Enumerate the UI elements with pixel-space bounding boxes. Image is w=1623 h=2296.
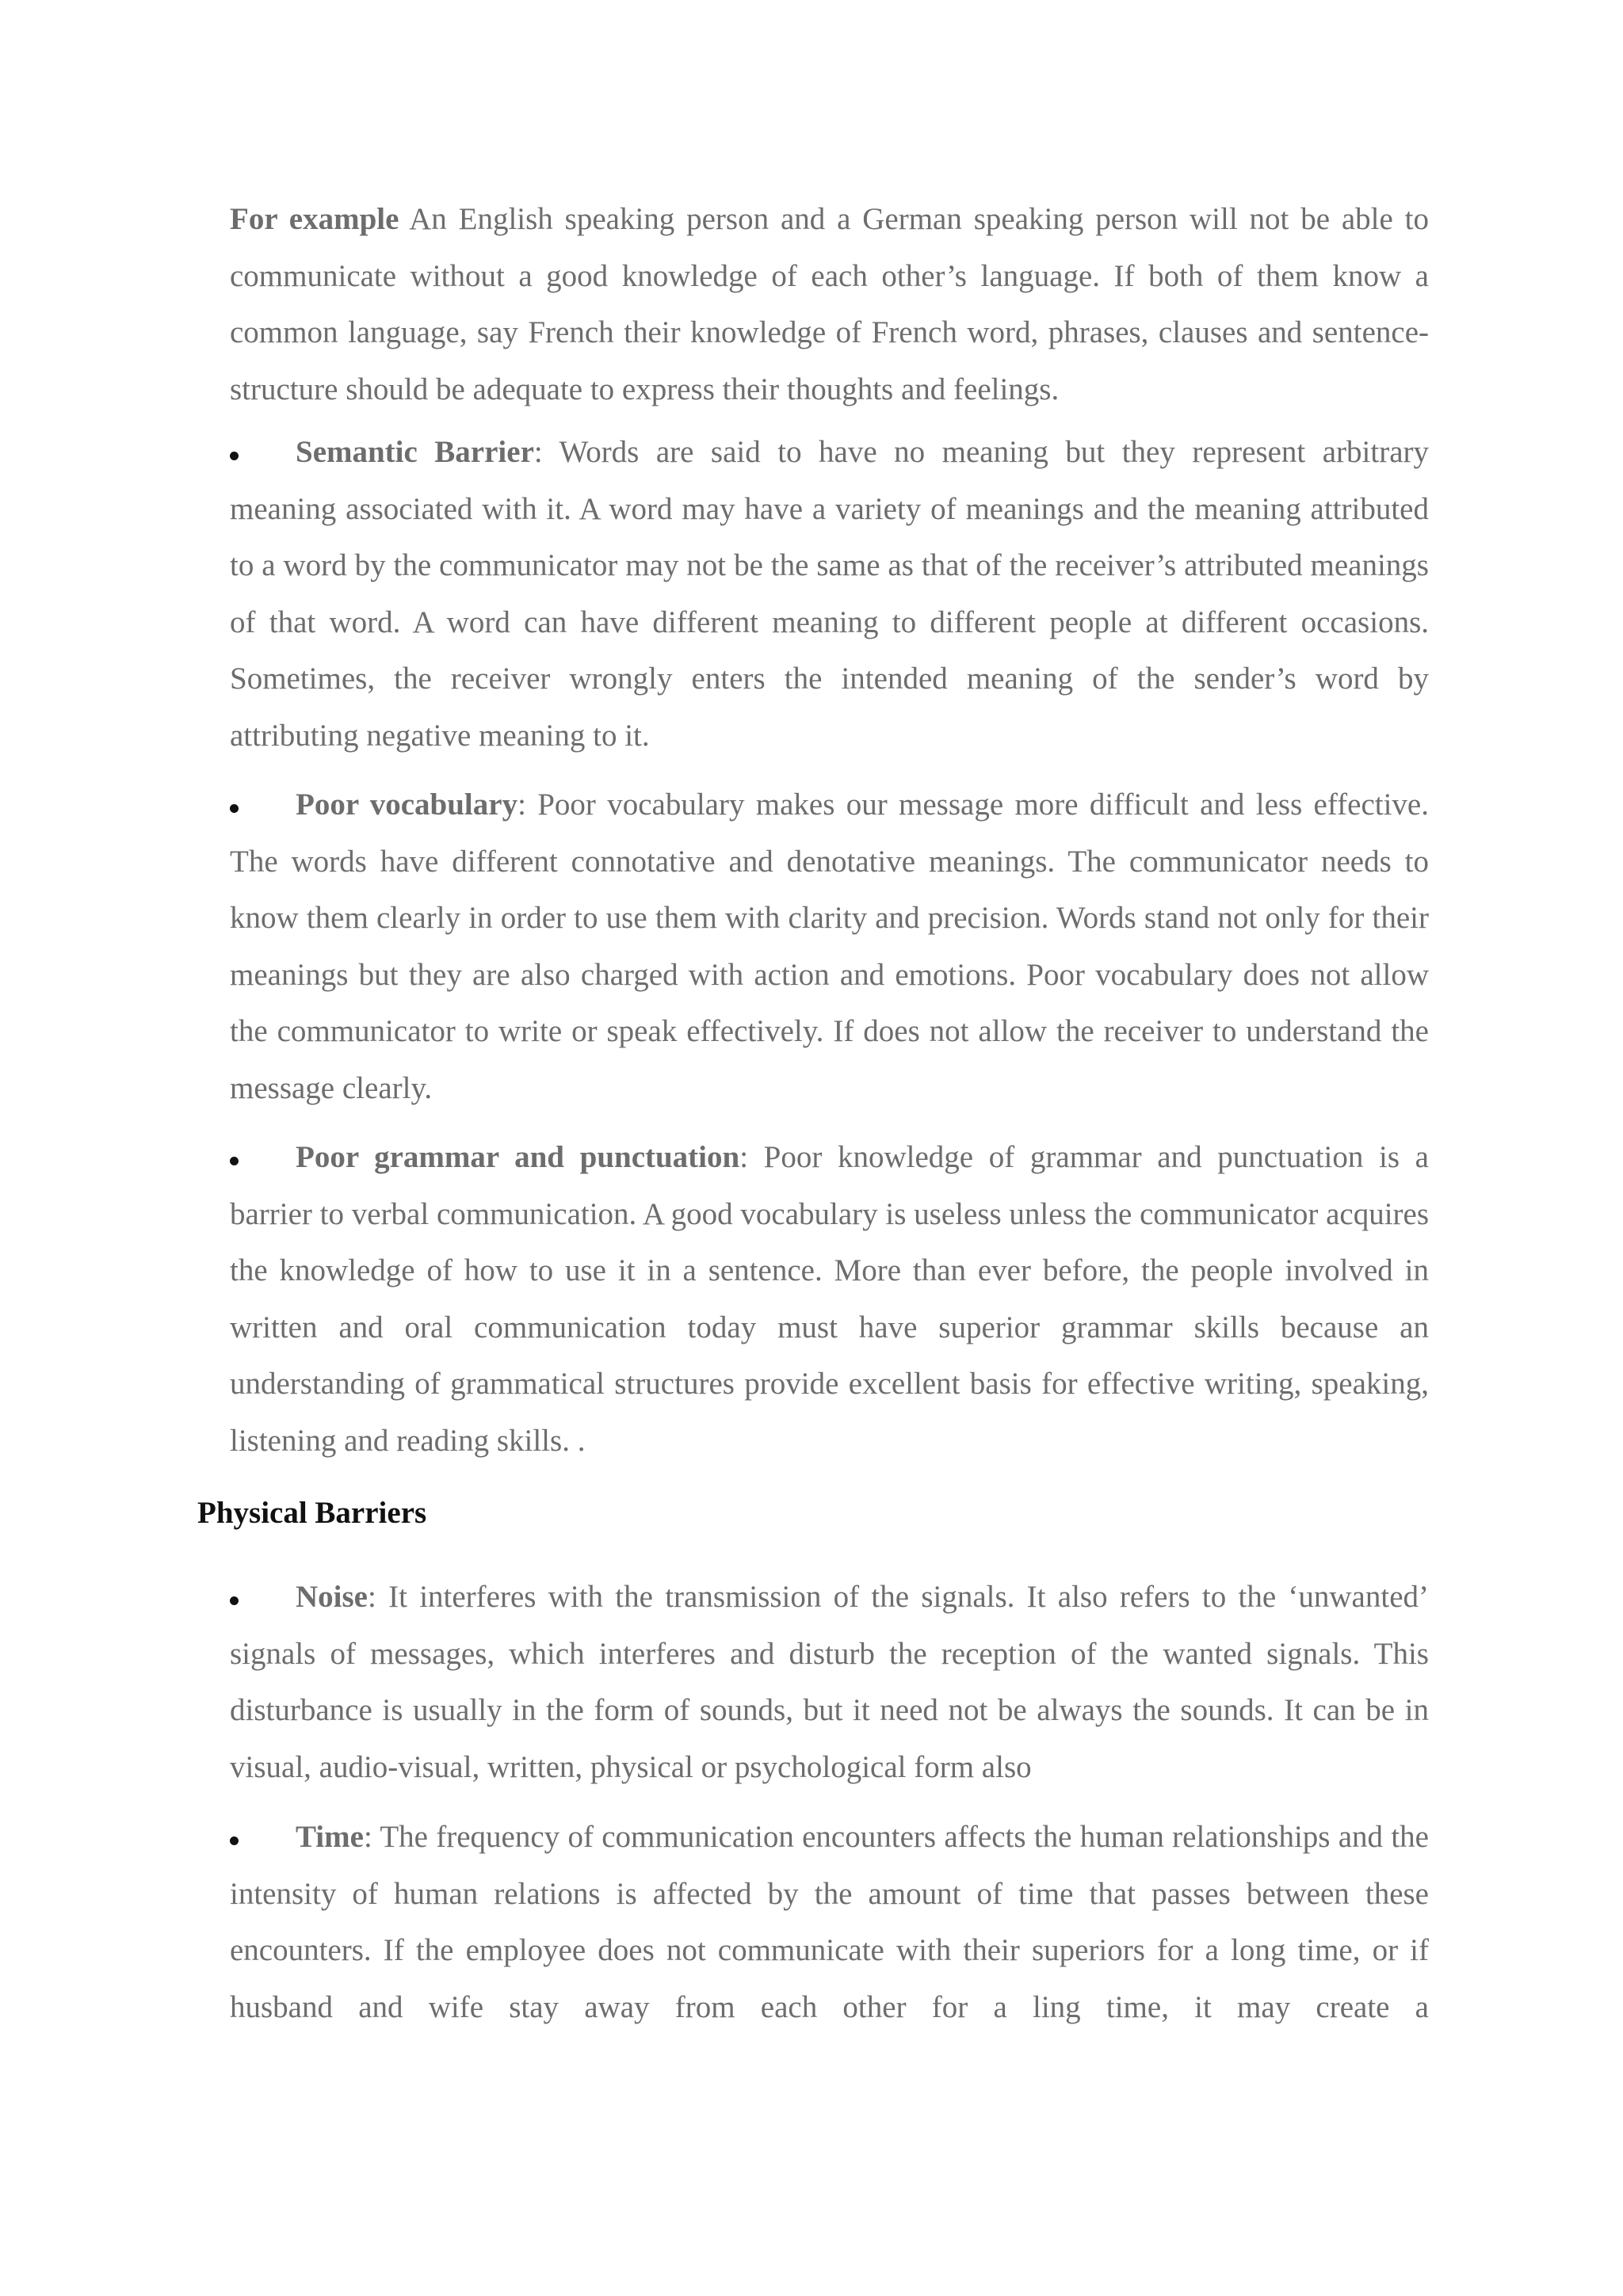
bullet-term: Semantic Barrier (296, 435, 534, 469)
bullet-item-semantic-barrier (230, 424, 1429, 765)
bullet-text: : It interferes with the transmission of the signals. It also refers to the ‘unwanted’ signals of messages, which interferes and disturb the reception of the wanted signals. This disturbance is usually in the form of sounds, but it need not be always the sounds. It can be in visual, audio-visual, written, physical or psychological form also (230, 1580, 1429, 1784)
bullet-text: : Words are said to have no meaning but they represent arbitrary meaning associated with it. A word may have a variety of meanings and the meaning attributed to a word by the communicator may not be the same as that of the receiver’s attributed meanings of that word. A word can have different meaning to different people at different occasions. Sometimes, the receiver wrongly enters the intended meaning of the sender’s word by attributing negative meaning to it. (230, 435, 1430, 753)
bullet-text: : The frequency of communication encounters affects the human relationships and the intensity of human relations is affected by the amount of time that passes between these encounters. If the employee does not communicate with their superiors for a long time, or if husband and wife stay away from each other for a ling time, it may create a (230, 1820, 1429, 2024)
intro-lead: For example (230, 202, 399, 236)
section-heading-physical-barriers: Physical Barriers (197, 1496, 427, 1530)
bullet-term: Poor vocabulary (296, 788, 518, 822)
intro-text: An English speaking person and a German speaking person will not be able to communicate without a good knowledge of each other’s language. If both of them know a common language, say French their knowledge of French word, phrases, clauses and sentence-structure should be adequate to express their thoughts and feelings. (230, 202, 1430, 406)
bullet-item-time (230, 1809, 1429, 2035)
bullet-text: : Poor vocabulary makes our message more difficult and less effective. The words have different connotative and denotative meanings. The communicator needs to know them clearly in order to use them with clarity and precision. Words stand not only for their meanings but they are also charged with action and emotions. Poor vocabulary does not allow the communicator to write or speak effectively. If does not allow the receiver to understand the message clearly. (230, 788, 1429, 1105)
bullet-term: Poor grammar and punctuation (296, 1140, 740, 1174)
bullet-term: Time (296, 1820, 364, 1854)
bullet-text: : Poor knowledge of grammar and punctuation is a barrier to verbal communication. A good vocabulary is useless unless the communicator acquires the knowledge of how to use it in a sentence. More than ever before, the people involved in written and oral communication today must have superior grammar skills because an understanding of grammatical structures provide excellent basis for effective writing, speaking, listening and reading skills. . (230, 1140, 1430, 1458)
bullet-item-poor-grammar (230, 1129, 1429, 1470)
bullet-item-poor-vocabulary (230, 776, 1429, 1117)
bullet-term: Noise (296, 1580, 368, 1614)
intro-paragraph (230, 191, 1429, 418)
bullet-item-noise (230, 1569, 1429, 1795)
